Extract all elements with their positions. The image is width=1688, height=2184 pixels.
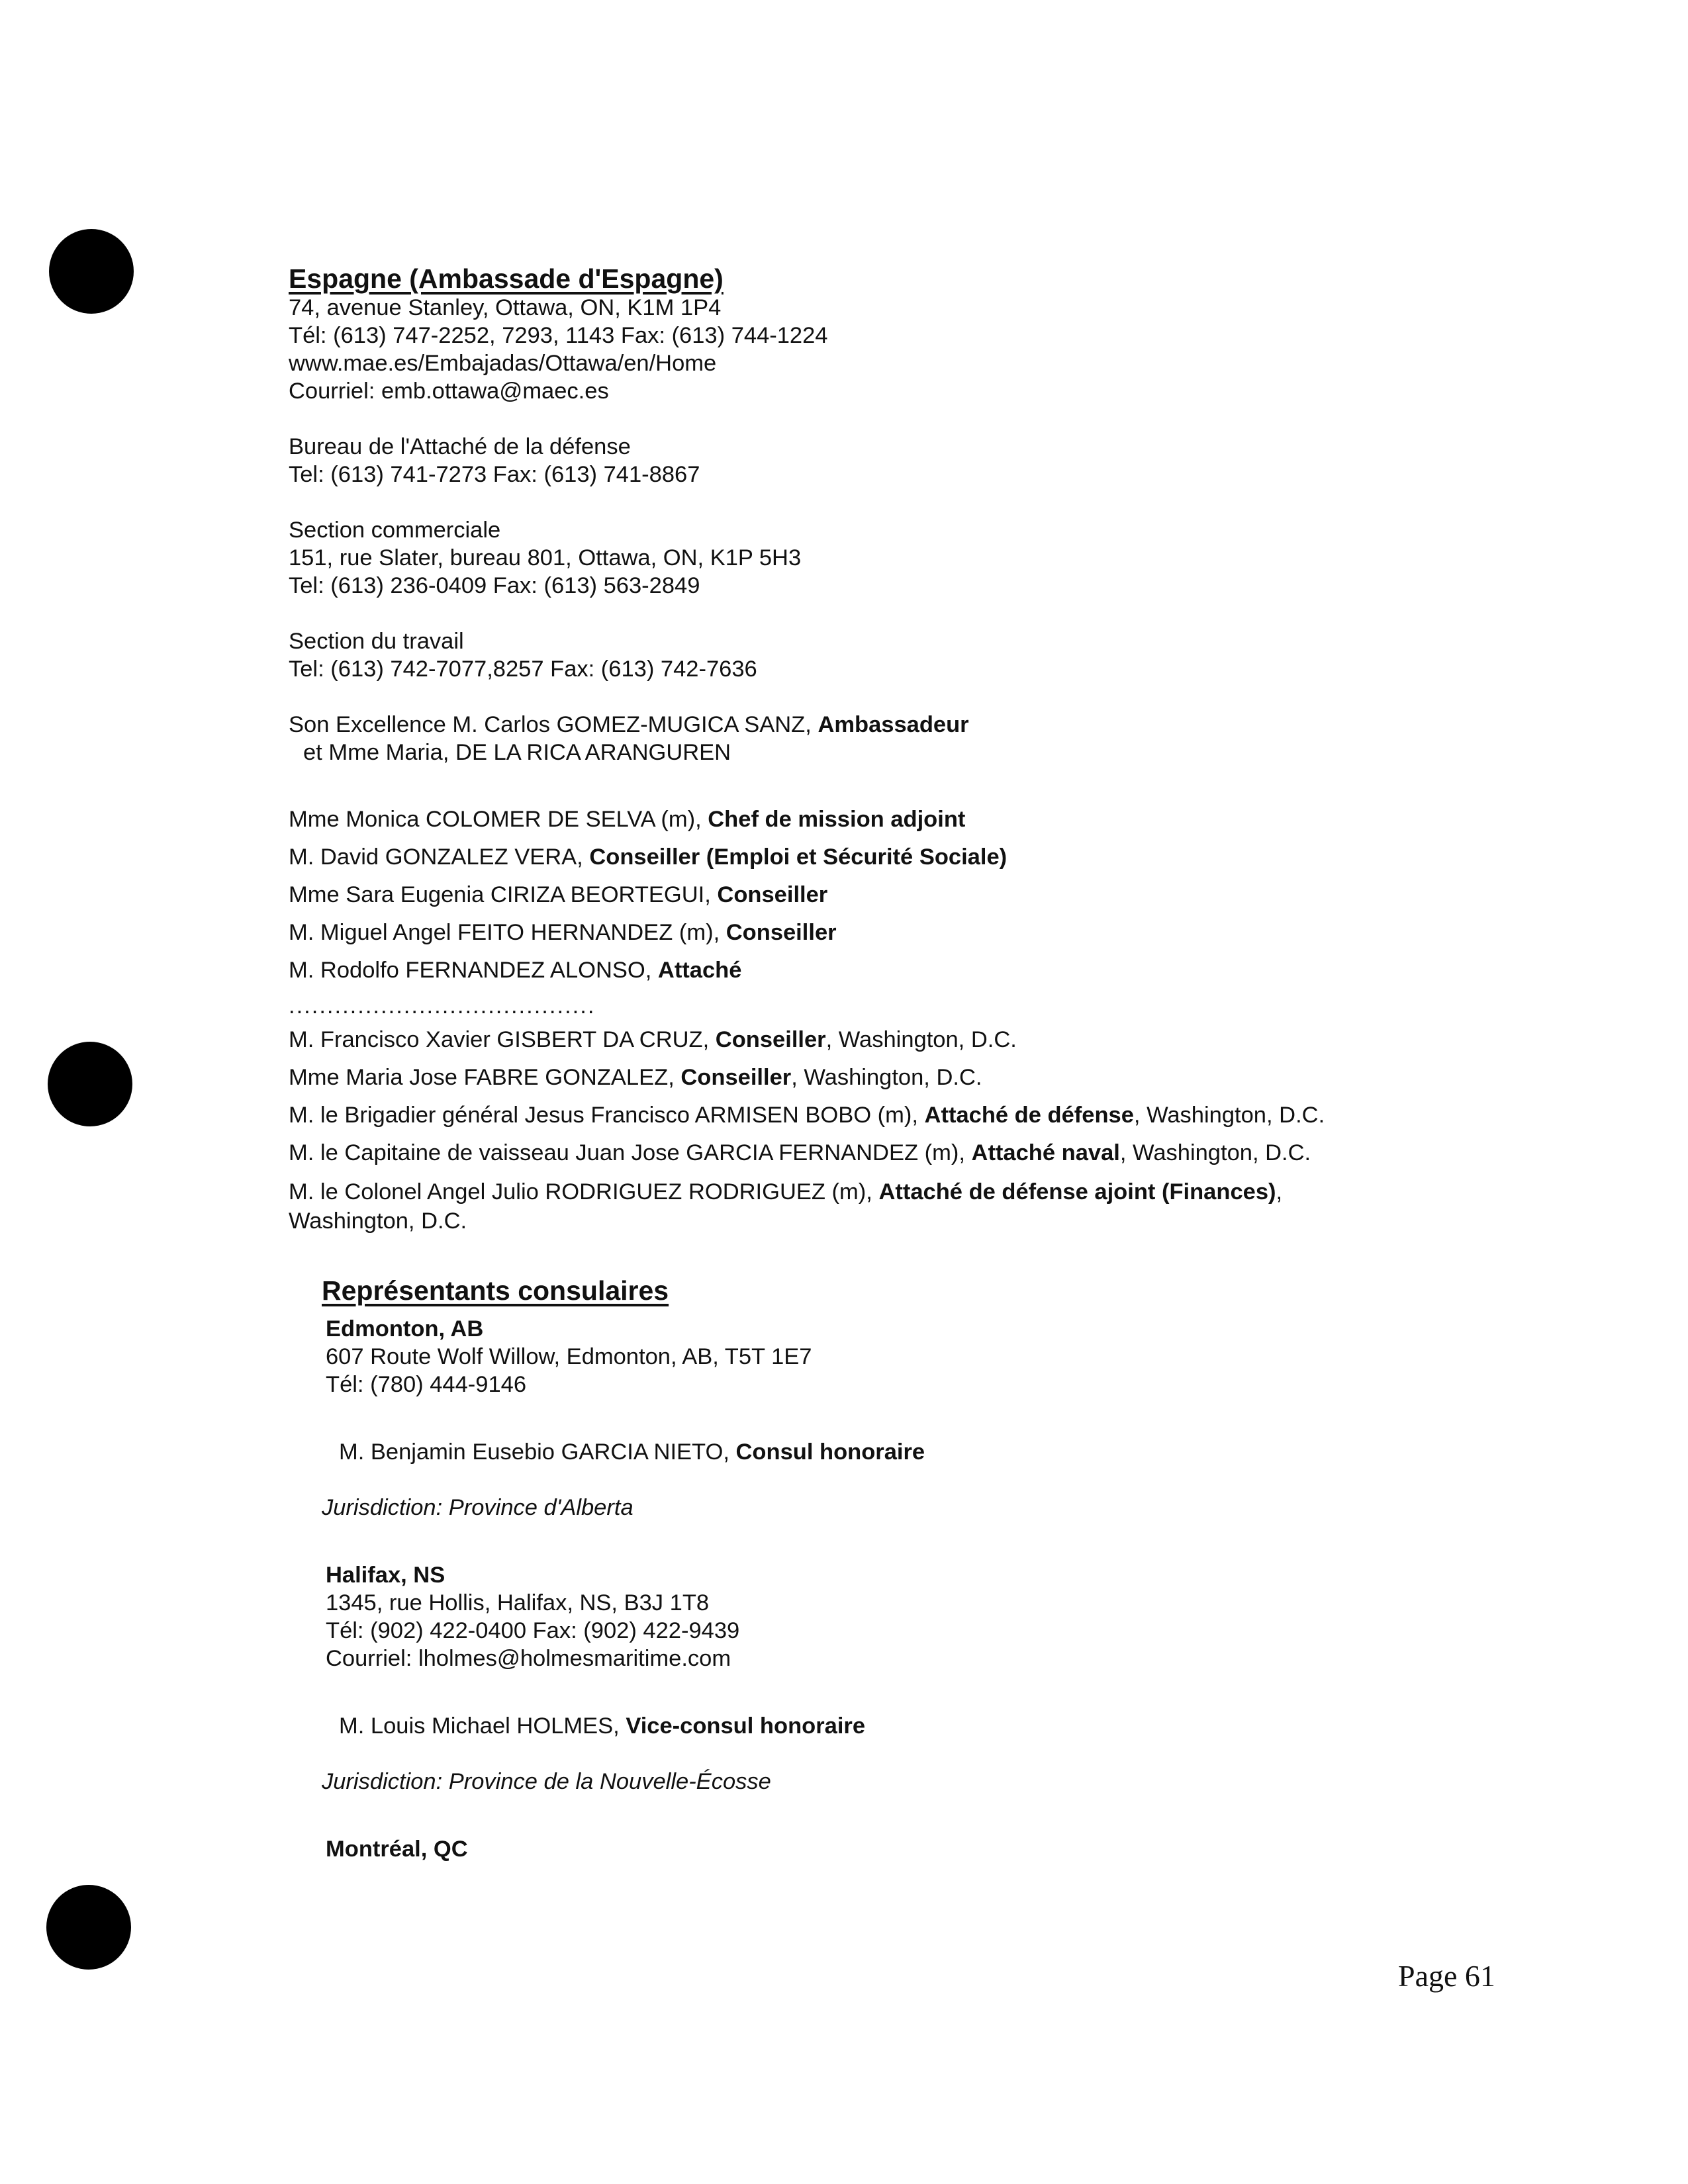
staff-location: , Washington, D.C. bbox=[1133, 1103, 1325, 1128]
staff-location: , Washington, D.C. bbox=[1119, 1140, 1311, 1165]
office-name: Section du travail bbox=[289, 629, 464, 654]
halifax-email: Courriel: lholmes@holmesmaritime.com bbox=[326, 1646, 731, 1671]
ambassador-line bbox=[289, 711, 1546, 739]
staff-washington-list bbox=[289, 1021, 1546, 1236]
office-labour bbox=[289, 627, 1546, 683]
city-heading-montreal: Montréal, QC bbox=[326, 1837, 468, 1862]
staff-title: Conseiller bbox=[715, 1027, 826, 1052]
staff-entry bbox=[289, 801, 1546, 839]
office-defense-attache bbox=[289, 433, 1546, 488]
office-phone: Tel: (613) 742-7077,8257 Fax: (613) 742-7636 bbox=[289, 657, 757, 682]
page-number: Page 61 bbox=[1398, 1959, 1495, 1993]
consul-title: Consul honoraire bbox=[735, 1439, 925, 1465]
staff-location: , Washington, D.C. bbox=[791, 1065, 982, 1090]
office-phone: Tel: (613) 741-7273 Fax: (613) 741-8867 bbox=[289, 462, 700, 487]
ambassador-title: Ambassadeur bbox=[818, 712, 969, 737]
staff-name: M. Francisco Xavier GISBERT DA CRUZ, bbox=[289, 1027, 716, 1052]
edmonton-address: 607 Route Wolf Willow, Edmonton, AB, T5T 1E7 bbox=[326, 1344, 812, 1369]
office-phone: Tel: (613) 236-0409 Fax: (613) 563-2849 bbox=[289, 573, 700, 598]
city-heading-edmonton: Edmonton, AB bbox=[326, 1316, 484, 1342]
punch-hole-top bbox=[49, 229, 134, 314]
consular-title: Représentants consulaires bbox=[322, 1275, 669, 1306]
staff-title: Chef de mission adjoint bbox=[708, 807, 966, 832]
staff-entry bbox=[289, 914, 1546, 952]
staff-entry bbox=[289, 1021, 1546, 1059]
staff-title: Conseiller bbox=[680, 1065, 792, 1090]
office-name: Bureau de l'Attaché de la défense bbox=[289, 434, 631, 459]
consular-section bbox=[322, 1275, 1546, 1863]
staff-title: Conseiller bbox=[717, 882, 828, 907]
staff-title: Attaché bbox=[657, 958, 742, 983]
staff-name: M. Miguel Angel FEITO HERNANDEZ (m), bbox=[289, 920, 726, 945]
consul-name: M. Benjamin Eusebio GARCIA NIETO, bbox=[339, 1439, 736, 1465]
embassy-website: www.mae.es/Embajadas/Ottawa/en/Home bbox=[289, 351, 717, 376]
staff-title: Conseiller bbox=[726, 920, 837, 945]
staff-name: M. le Capitaine de vaisseau Juan Jose GARCIA FERNANDEZ (m), bbox=[289, 1140, 972, 1165]
staff-entry bbox=[289, 1177, 1546, 1206]
staff-location: , bbox=[1276, 1179, 1283, 1205]
staff-entry bbox=[289, 1059, 1546, 1097]
ambassador-entry bbox=[289, 711, 1546, 766]
staff-name: M. le Colonel Angel Julio RODRIGUEZ RODRIGUEZ (m), bbox=[289, 1179, 879, 1205]
staff-entry bbox=[289, 1097, 1546, 1134]
office-address: 151, rue Slater, bureau 801, Ottawa, ON, K1P 5H3 bbox=[289, 545, 802, 570]
staff-location-continued: Washington, D.C. bbox=[289, 1208, 467, 1234]
staff-name: Mme Sara Eugenia CIRIZA BEORTEGUI, bbox=[289, 882, 718, 907]
office-commercial bbox=[289, 516, 1546, 600]
halifax-phone: Tél: (902) 422-0400 Fax: (902) 422-9439 bbox=[326, 1618, 740, 1643]
embassy-email: Courriel: emb.ottawa@maec.es bbox=[289, 379, 609, 404]
staff-list bbox=[289, 801, 1546, 989]
embassy-phone: Tél: (613) 747-2252, 7293, 1143 Fax: (613) 744-1224 bbox=[289, 323, 828, 348]
ambassador-name: Son Excellence M. Carlos GOMEZ-MUGICA SANZ, bbox=[289, 712, 818, 737]
staff-name: M. Rodolfo FERNANDEZ ALONSO, bbox=[289, 958, 658, 983]
staff-entry bbox=[289, 1134, 1546, 1172]
halifax-address: 1345, rue Hollis, Halifax, NS, B3J 1T8 bbox=[326, 1590, 710, 1615]
staff-entry bbox=[289, 876, 1546, 914]
staff-location: , Washington, D.C. bbox=[825, 1027, 1017, 1052]
embassy-title: Espagne (Ambassade d'Espagne) bbox=[289, 263, 724, 294]
staff-title: Attaché de défense bbox=[924, 1103, 1134, 1128]
consul-title: Vice-consul honoraire bbox=[626, 1713, 866, 1739]
staff-title: Attaché naval bbox=[971, 1140, 1120, 1165]
staff-name: Mme Maria Jose FABRE GONZALEZ, bbox=[289, 1065, 681, 1090]
edmonton-consul bbox=[339, 1438, 1546, 1466]
city-heading-halifax: Halifax, NS bbox=[326, 1563, 445, 1588]
staff-name: M. David GONZALEZ VERA, bbox=[289, 844, 590, 870]
staff-entry bbox=[289, 839, 1546, 876]
staff-title: Attaché de défense ajoint (Finances) bbox=[878, 1179, 1276, 1205]
staff-name: Mme Monica COLOMER DE SELVA (m), bbox=[289, 807, 708, 832]
ambassador-spouse: et Mme Maria, DE LA RICA ARANGUREN bbox=[303, 740, 731, 765]
staff-title: Conseiller (Emploi et Sécurité Sociale) bbox=[589, 844, 1008, 870]
document-body bbox=[289, 263, 1546, 1863]
punch-hole-middle bbox=[48, 1042, 132, 1126]
dotted-separator: ........................................ bbox=[289, 993, 596, 1019]
staff-name: M. le Brigadier général Jesus Francisco ARMISEN BOBO (m), bbox=[289, 1103, 925, 1128]
consul-name: M. Louis Michael HOLMES, bbox=[339, 1713, 626, 1739]
embassy-address: 74, avenue Stanley, Ottawa, ON, K1M 1P4 bbox=[289, 295, 722, 320]
halifax-jurisdiction: Jurisdiction: Province de la Nouvelle-Écosse bbox=[322, 1769, 771, 1794]
edmonton-jurisdiction: Jurisdiction: Province d'Alberta bbox=[322, 1495, 633, 1520]
halifax-consul bbox=[339, 1712, 1546, 1740]
office-name: Section commerciale bbox=[289, 518, 501, 543]
edmonton-phone: Tél: (780) 444-9146 bbox=[326, 1372, 527, 1397]
punch-hole-bottom bbox=[46, 1885, 131, 1970]
staff-entry bbox=[289, 952, 1546, 989]
